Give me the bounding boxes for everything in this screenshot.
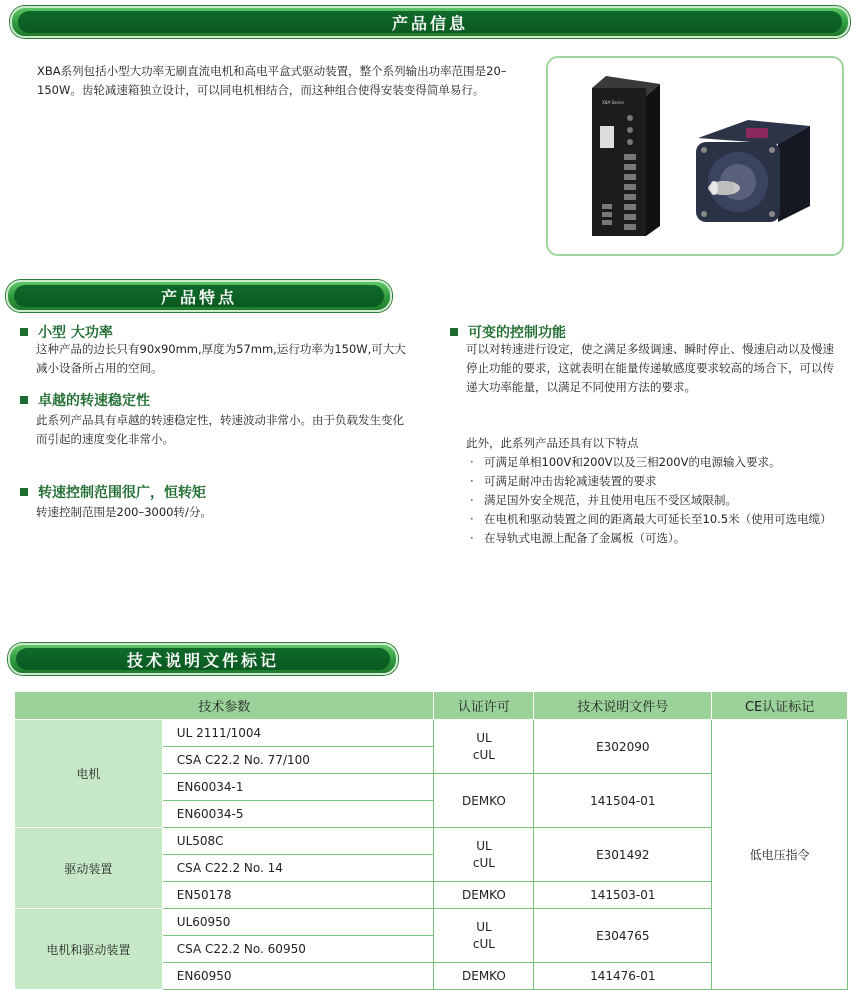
list-item: · 可满足耐冲击齿轮减速装置的要求: [466, 472, 832, 491]
section-header-tech-docs: [8, 643, 398, 675]
list-item: · 可满足单相100V和200V以及三相200V的电源输入要求。: [466, 453, 832, 472]
table-header: CE认证标记: [712, 692, 848, 720]
list-item: · 在导轨式电源上配备了金属板（可选）。: [466, 529, 832, 548]
cert-cell: UL cUL: [434, 720, 534, 774]
feature-text: 这种产品的边长只有90x90mm,厚度为57mm,运行功率为150W,可大大减小设备所占用的空间。: [36, 342, 406, 375]
cert-cell: UL cUL: [434, 909, 534, 963]
cert-cell: DEMKO: [434, 882, 534, 909]
feature-text: 此系列产品具有卓越的转速稳定性，转速波动非常小。由于负载发生变化而引起的速度变化非常小。: [36, 413, 404, 446]
table-header: 技术说明文件号: [534, 692, 712, 720]
product-photo: [546, 56, 844, 256]
param-cell: CSA C22.2 No. 14: [162, 855, 434, 882]
cert-cell: UL cUL: [434, 828, 534, 882]
feature-title: 可变的控制功能: [450, 322, 566, 342]
doc-cell: E302090: [534, 720, 712, 774]
doc-cell: 141476-01: [534, 963, 712, 990]
category-cell: 电机: [15, 720, 163, 828]
extra-intro: 此外，此系列产品还具有以下特点: [466, 436, 639, 450]
doc-cell: 141504-01: [534, 774, 712, 828]
section-title: 技术说明文件标记: [126, 650, 279, 670]
extra-list: [466, 453, 832, 548]
section-header-product-info: [10, 6, 850, 38]
param-cell: EN50178: [162, 882, 434, 909]
param-cell: UL60950: [162, 909, 434, 936]
feature-text: 可以对转速进行设定，使之满足多级调速、瞬时停止、慢速启动以及慢速停止功能的要求，这就表明在能量传递敏感度要求较高的场合下，可以传递大功率能量，以满足不同使用方法的要求。: [466, 342, 834, 394]
product-label: XBA Series: [602, 100, 624, 105]
feature-title: 小型 大功率: [20, 322, 113, 342]
doc-cell: 141503-01: [534, 882, 712, 909]
param-cell: CSA C22.2 No. 60950: [162, 936, 434, 963]
intro-text: XBA系列包括小型大功率无刷直流电机和高电平盒式驱动装置，整个系列输出功率范围是20–150W。齿轮减速箱独立设计，可以同电机相结合，而这种组合使得安装变得简单易行。: [37, 64, 507, 97]
section-title: 产品特点: [160, 287, 237, 307]
table-header-row: [15, 692, 848, 720]
category-cell: 驱动装置: [15, 828, 163, 909]
certification-table: [14, 691, 848, 990]
list-item: · 满足国外安全规范，并且使用电压不受区域限制。: [466, 491, 832, 510]
section-title: 产品信息: [391, 13, 468, 33]
param-cell: UL508C: [162, 828, 434, 855]
param-cell: EN60034-5: [162, 801, 434, 828]
param-cell: CSA C22.2 No. 77/100: [162, 747, 434, 774]
doc-cell: E304765: [534, 909, 712, 963]
extra-features: [466, 434, 832, 548]
cert-cell: DEMKO: [434, 963, 534, 990]
category-cell: 电机和驱动装置: [15, 909, 163, 990]
feature-title: 转速控制范围很广，恒转矩: [20, 482, 206, 502]
param-cell: UL 2111/1004: [162, 720, 434, 747]
feature-title: 卓越的转速稳定性: [20, 390, 150, 410]
table-header: 技术参数: [15, 692, 434, 720]
param-cell: EN60034-1: [162, 774, 434, 801]
cert-cell: DEMKO: [434, 774, 534, 828]
doc-cell: E301492: [534, 828, 712, 882]
feature-text: 转速控制范围是200–3000转/分。: [36, 505, 212, 519]
list-item: · 在电机和驱动装置之间的距离最大可延长至10.5米（使用可选电缆）: [466, 510, 832, 529]
table-header: 认证许可: [434, 692, 534, 720]
param-cell: EN60950: [162, 963, 434, 990]
section-header-features: [6, 280, 392, 312]
ce-cell: 低电压指令: [712, 720, 848, 990]
table-row: [15, 720, 848, 747]
